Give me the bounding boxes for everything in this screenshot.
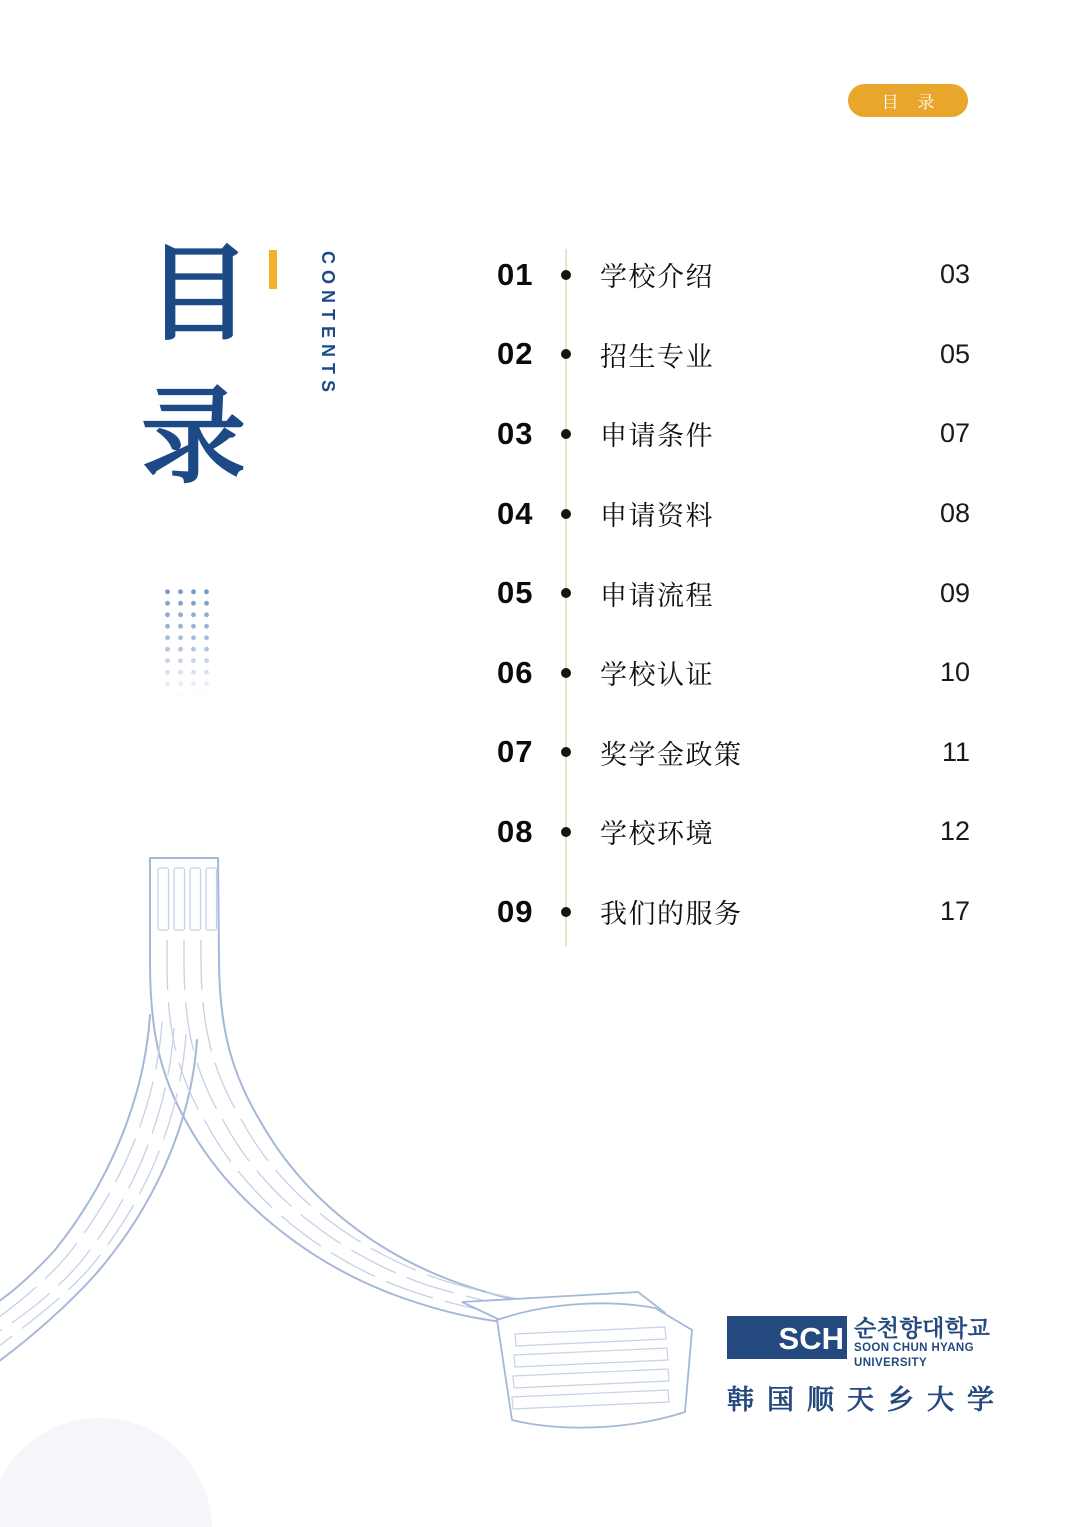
page-badge-label: 目 录	[881, 93, 942, 112]
toc-page-number: 07	[939, 418, 970, 449]
logo-english-name-line1: SOON CHUN HYANG	[854, 1342, 974, 1355]
toc-title: 申请流程	[600, 580, 714, 611]
toc-row-5[interactable]	[497, 553, 970, 633]
toc-number: 02	[497, 336, 534, 372]
toc-number: 09	[497, 893, 534, 929]
page-badge	[848, 84, 968, 117]
toc-page-number: 09	[939, 577, 970, 608]
toc-row-1[interactable]	[497, 235, 970, 315]
university-logo	[727, 1315, 1007, 1417]
toc-row-6[interactable]	[497, 633, 970, 713]
toc-number: 05	[497, 575, 534, 611]
toc-page-number: 08	[939, 498, 970, 529]
title-char-bottom: 录	[141, 379, 247, 496]
gold-accent-bar	[269, 250, 277, 289]
toc-row-9[interactable]	[497, 872, 970, 952]
toc-title: 申请条件	[600, 421, 714, 452]
logo-chinese-name: 韩国顺天乡大学	[727, 1384, 1007, 1415]
bullet-dot-icon	[561, 588, 571, 598]
toc-title: 申请资料	[600, 501, 714, 532]
toc-row-4[interactable]	[497, 474, 970, 554]
bullet-dot-icon	[561, 509, 571, 519]
toc-page-number: 10	[939, 657, 970, 688]
toc-number: 07	[497, 734, 534, 770]
toc-number: 01	[497, 256, 534, 292]
bullet-dot-icon	[561, 349, 571, 359]
toc-row-3[interactable]	[497, 394, 970, 474]
bullet-dot-icon	[561, 429, 571, 439]
toc-row-8[interactable]	[497, 792, 970, 872]
toc-title: 学校环境	[600, 819, 714, 850]
toc-page-number: 11	[941, 736, 970, 767]
sch-logo-box: SCH	[727, 1316, 847, 1359]
toc-page-number: 12	[939, 816, 970, 847]
toc-title: 奖学金政策	[600, 739, 743, 770]
logo-english-name-line2: UNIVERSITY	[854, 1357, 928, 1370]
logo-korean-name: 순천향대학교	[854, 1315, 991, 1341]
toc-row-7[interactable]	[497, 713, 970, 793]
toc-title: 我们的服务	[600, 899, 743, 930]
title-char-top: 目	[146, 236, 252, 353]
toc-title: 学校介绍	[600, 262, 714, 293]
faint-circle-decoration	[0, 1418, 212, 1527]
toc-title: 招生专业	[600, 341, 714, 372]
toc-number: 03	[497, 415, 534, 451]
toc-page-number: 03	[939, 259, 970, 290]
line-art-decoration	[0, 850, 720, 1527]
bullet-dot-icon	[561, 747, 571, 757]
dot-grid-decoration	[159, 584, 213, 698]
bullet-dot-icon	[561, 827, 571, 837]
bullet-dot-icon	[561, 270, 571, 280]
toc-number: 08	[497, 813, 534, 849]
toc-row-2[interactable]	[497, 315, 970, 395]
toc-page-number: 05	[939, 338, 970, 369]
toc-page-number: 17	[939, 896, 970, 927]
contents-vertical-label: CONTENTS	[318, 251, 338, 398]
toc-number: 04	[497, 495, 534, 531]
toc-title: 学校认证	[600, 660, 714, 691]
toc-number: 06	[497, 654, 534, 690]
table-of-contents	[497, 235, 970, 951]
bullet-dot-icon	[561, 907, 571, 917]
bullet-dot-icon	[561, 668, 571, 678]
